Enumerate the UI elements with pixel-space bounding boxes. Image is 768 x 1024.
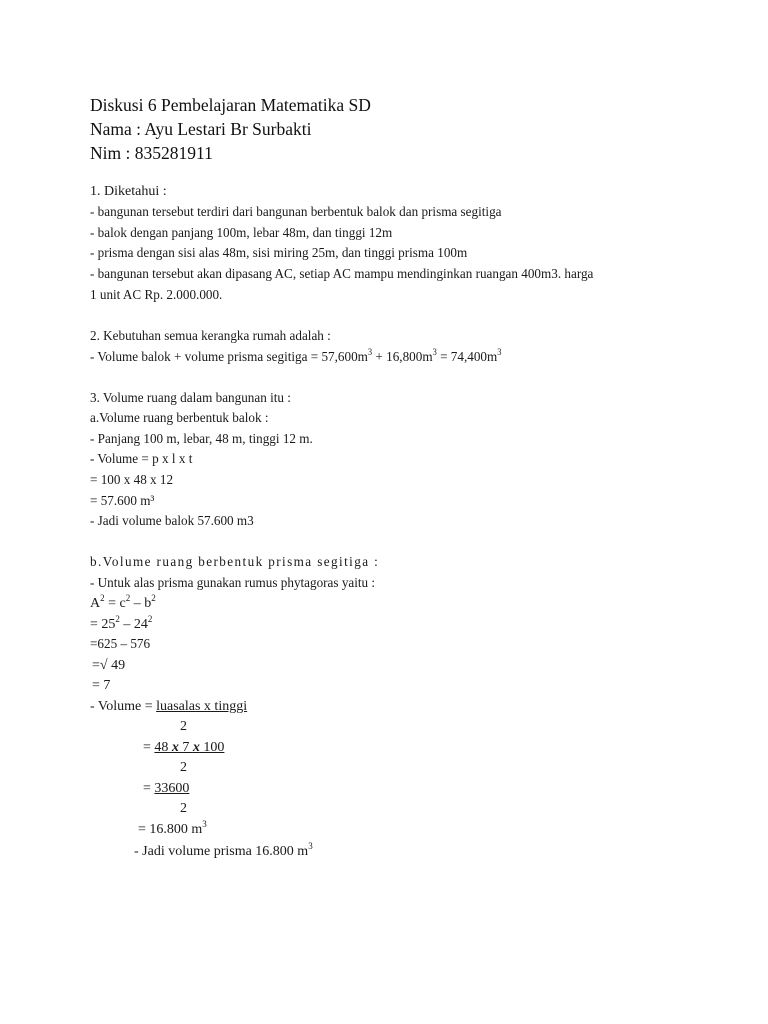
prism-volume-step: = 33600 — [143, 781, 190, 796]
section3a-heading: a.Volume ruang berbentuk balok : — [90, 411, 269, 426]
student-name: Nama : Ayu Lestari Br Surbakti — [90, 119, 312, 139]
section3b-heading: b.Volume ruang berbentuk prisma segitiga : — [90, 555, 380, 570]
section1-item: - balok dengan panjang 100m, lebar 48m, dan tinggi 12m — [90, 226, 393, 241]
fraction-denominator: 2 — [180, 760, 187, 775]
pythagoras-step: =√ 49 — [92, 658, 126, 673]
section1-item: - bangunan tersebut akan dipasang AC, setiap AC mampu mendinginkan ruangan 400m3. harga — [90, 267, 594, 282]
pythagoras-step: = $25^2 - 24^2$ — [90, 614, 153, 632]
section3a-formula: - Volume = p x l x t — [90, 452, 193, 467]
pythagoras-step: = 7 — [92, 678, 111, 693]
section1-item: 1 unit AC Rp. 2.000.000. — [90, 288, 223, 303]
document-title: Diskusi 6 Pembelajaran Matematika SD — [90, 95, 371, 115]
prism-volume-step: = 48 x 7 x 100 — [143, 740, 225, 755]
prism-volume-result: = 16.800 $m^3$ — [138, 819, 207, 837]
student-nim: Nim : 835281911 — [90, 143, 213, 163]
section1-item: - bangunan tersebut terdiri dari bangunan berbentuk balok dan prisma segitiga — [90, 205, 502, 220]
section2-equation: - Volume balok + volume prisma segitiga = $57,600m^3 + 16,800m^3 = 74,400m^3$ — [90, 347, 502, 365]
prism-volume-formula: - Volume = luasalas x tinggi — [90, 699, 248, 714]
section3a-conclusion: - Jadi volume balok 57.600 m3 — [90, 514, 254, 529]
section3a-calculation: = 100 x 48 x 12 — [90, 473, 174, 488]
section3b-intro: - Untuk alas prisma gunakan rumus phytagoras yaitu : — [90, 576, 376, 591]
section1-heading: 1. Diketahui : — [90, 184, 167, 199]
section3a-result: = 57.600 m³ — [90, 494, 155, 509]
prism-volume-conclusion: - Jadi volume prisma 16.800 $m^3$ — [134, 841, 313, 859]
fraction-denominator: 2 — [180, 801, 187, 816]
section2-heading: 2. Kebutuhan semua kerangka rumah adalah : — [90, 329, 331, 344]
section1-item: - prisma dengan sisi alas 48m, sisi miring 25m, dan tinggi prisma 100m — [90, 246, 468, 261]
fraction-denominator: 2 — [180, 719, 187, 734]
pythagoras-formula: $A^2 = c^2 - b^2$ — [90, 593, 156, 611]
pythagoras-step: =625 – 576 — [90, 637, 151, 652]
section3-heading: 3. Volume ruang dalam bangunan itu : — [90, 391, 291, 406]
section3a-dimensions: - Panjang 100 m, lebar, 48 m, tinggi 12 m. — [90, 432, 313, 447]
document-header — [90, 93, 371, 165]
